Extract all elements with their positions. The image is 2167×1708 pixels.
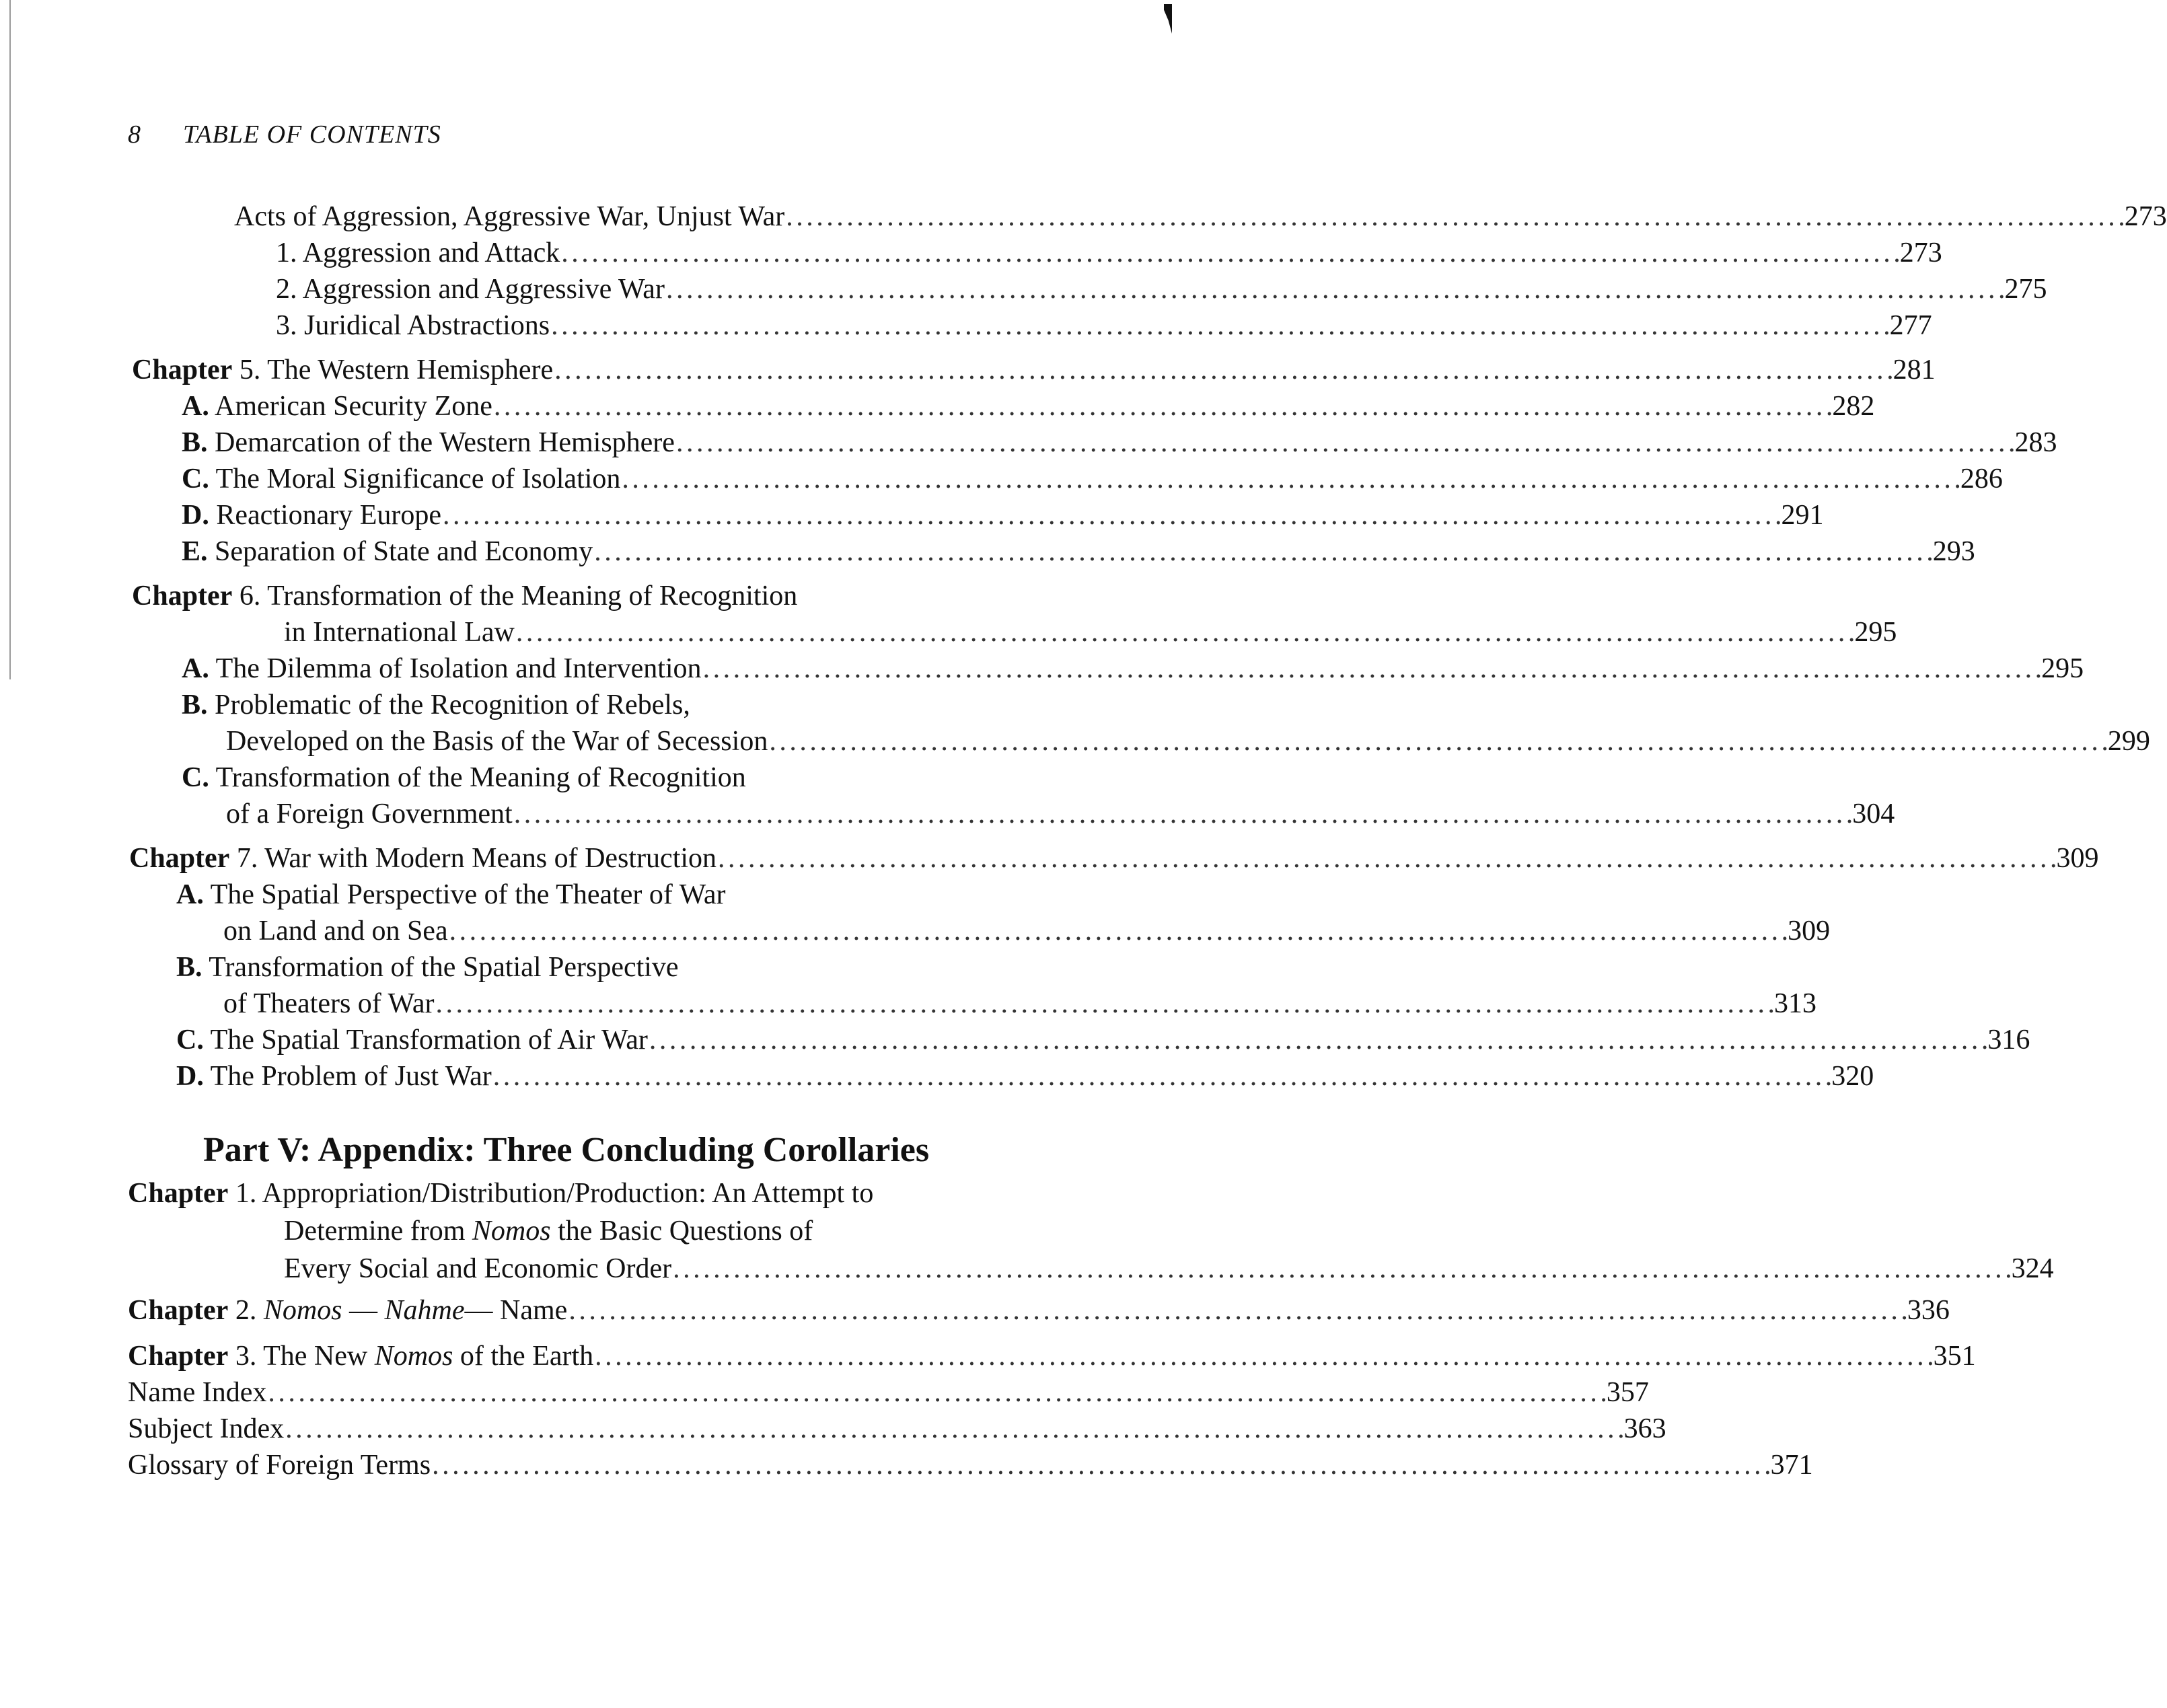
toc-entry-aggression-attack[interactable]: 1. Aggression and Attack . . . 273	[276, 237, 1041, 269]
toc-subject-index[interactable]: Subject Index . . . 363	[128, 1413, 1041, 1445]
running-head-title: TABLE OF CONTENTS	[183, 120, 441, 149]
toc-part5-chapter-1-line1[interactable]: Chapter 1. Appropriation/Distribution/Production: An Attempt to	[128, 1178, 874, 1209]
toc-chapter-6[interactable]: in International Law . . . 295	[284, 616, 1041, 648]
part-v-heading: Part V: Appendix: Three Concluding Corollaries	[203, 1131, 930, 1169]
toc-ch7-section-b[interactable]: of Theaters of War . . . 313	[223, 988, 1041, 1020]
toc-ch6-section-a[interactable]: A. The Dilemma of Isolation and Intervention . . . 295	[182, 653, 1041, 685]
toc-ch5-section-a[interactable]: A. American Security Zone . . . 282	[182, 390, 1041, 422]
toc-entry-aggressive-war[interactable]: 2. Aggression and Aggressive War . . . 275	[276, 273, 1041, 305]
toc-part5-chapter-1-line2: Determine from Nomos the Basic Questions of	[284, 1216, 813, 1247]
toc-ch7-section-c[interactable]: C. The Spatial Transformation of Air War . . . 316	[176, 1024, 1041, 1056]
running-head	[128, 120, 441, 149]
toc-ch7-section-d[interactable]: D. The Problem of Just War . . . 320	[176, 1060, 1041, 1092]
toc-chapter-6-line1[interactable]: Chapter 6. Transformation of the Meaning of Recognition	[132, 581, 798, 611]
toc-entry-acts-of-aggression[interactable]: Acts of Aggression, Aggressive War, Unjust War . . . 273	[234, 200, 1041, 233]
toc-ch5-section-c[interactable]: C. The Moral Significance of Isolation . . . 286	[182, 463, 1041, 495]
toc-chapter-7[interactable]: Chapter 7. War with Modern Means of Destruction . . . 309	[129, 842, 1041, 875]
toc-ch6-section-c-line1[interactable]: C. Transformation of the Meaning of Recognition	[182, 762, 746, 793]
toc-ch7-section-a-line1[interactable]: A. The Spatial Perspective of the Theater of War	[176, 879, 726, 910]
toc-chapter-5[interactable]: Chapter 5. The Western Hemisphere . . . 281	[132, 354, 1041, 386]
toc-ch6-section-c[interactable]: of a Foreign Government . . . 304	[226, 798, 1041, 830]
toc-ch7-section-b-line1[interactable]: B. Transformation of the Spatial Perspective	[176, 952, 679, 983]
toc-part5-chapter-2[interactable]: Chapter 2. Nomos — Nahme— Name . . . 336	[128, 1294, 1041, 1327]
toc-ch5-section-d[interactable]: D. Reactionary Europe . . . 291	[182, 499, 1041, 531]
toc-ch6-section-b[interactable]: Developed on the Basis of the War of Secession . . . 299	[226, 725, 1041, 757]
toc-ch7-section-a[interactable]: on Land and on Sea . . . 309	[223, 915, 1041, 947]
scan-edge-line	[9, 0, 11, 679]
toc-entry-juridical-abstractions[interactable]: 3. Juridical Abstractions . . . 277	[276, 309, 1041, 342]
corner-mark	[1164, 4, 1172, 34]
toc-name-index[interactable]: Name Index . . . 357	[128, 1376, 1041, 1409]
toc-part5-chapter-3[interactable]: Chapter 3. The New Nomos of the Earth . . . 351	[128, 1340, 1041, 1372]
toc-glossary[interactable]: Glossary of Foreign Terms . . . 371	[128, 1449, 1041, 1481]
toc-ch5-section-b[interactable]: B. Demarcation of the Western Hemisphere . . . 283	[182, 426, 1041, 459]
toc-part5-chapter-1[interactable]: Every Social and Economic Order . . . 324	[284, 1253, 1041, 1285]
page-number: 8	[128, 120, 141, 149]
toc-ch6-section-b-line1[interactable]: B. Problematic of the Recognition of Rebels,	[182, 690, 690, 720]
toc-ch5-section-e[interactable]: E. Separation of State and Economy . . . 293	[182, 535, 1041, 568]
